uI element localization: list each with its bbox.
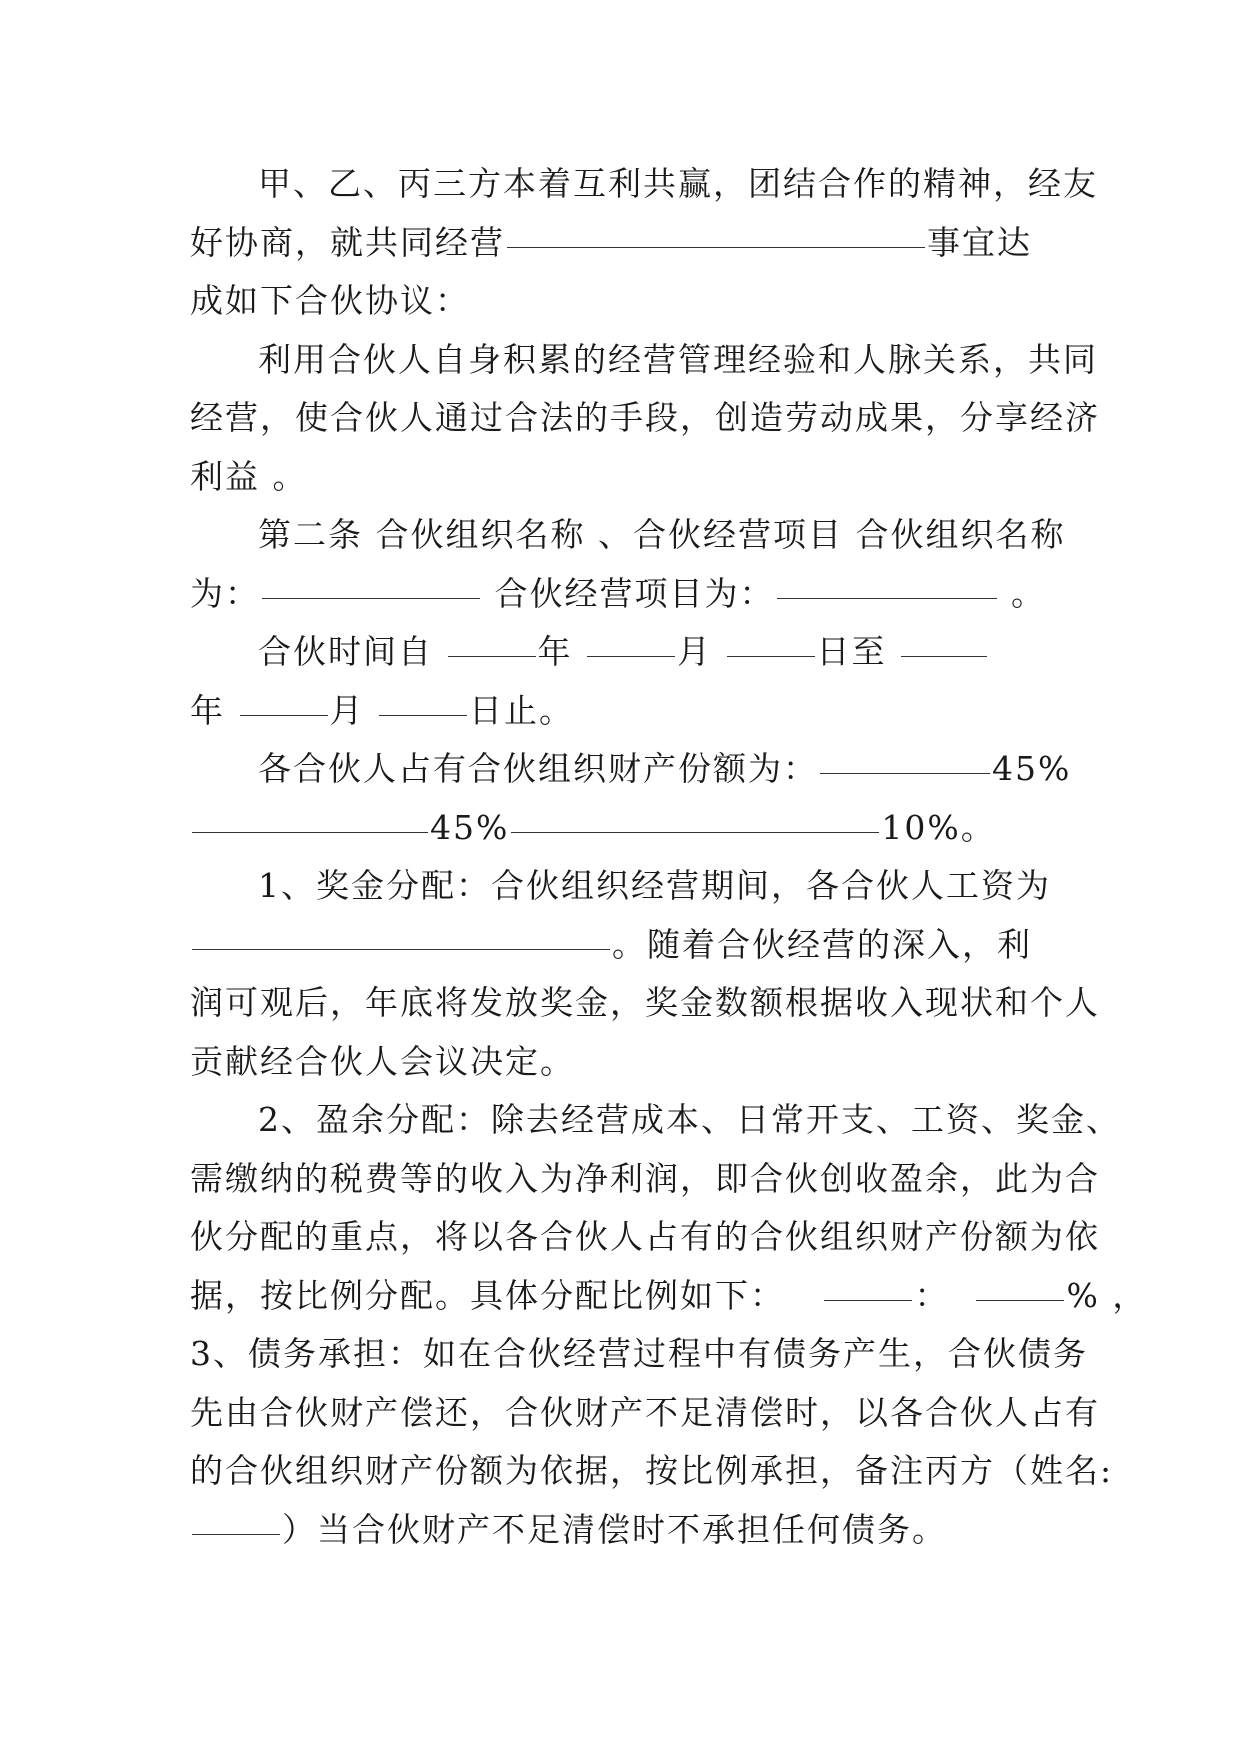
text-segment: 年: [190, 690, 225, 730]
document-page: [190, 155, 1148, 1559]
text-line: 成如下合伙协议：: [190, 281, 470, 320]
text-line: 利益 。: [190, 456, 308, 496]
text-line: 第二条 合伙组织名称 、合伙经营项目 合伙组织名称: [258, 515, 1066, 554]
text-segment: 好协商，就共同经营: [190, 222, 505, 262]
text-line: 润可观后，年底将发放奖金，奖金数额根据收入现状和个人: [190, 983, 1100, 1022]
text-line: 贡献经合伙人会议决定。: [190, 1041, 575, 1081]
text-segment: 为：: [190, 573, 260, 613]
blank-end-month: [240, 714, 328, 716]
blank-start-day: [727, 655, 815, 657]
text-line: [190, 623, 1055, 682]
blank-ratio-left: [824, 1299, 912, 1301]
text-line: 利用合伙人自身积累的经营管理经验和人脉关系，共同: [258, 339, 1098, 379]
blank-start-year: [448, 655, 536, 657]
text-line: 1、奖金分配：合伙组织经营期间，各合伙人工资为: [258, 866, 1051, 905]
text-segment: ）当合伙财产不足清偿时不承担任何债务。: [282, 1509, 947, 1549]
text-segment: 。随着合伙经营的深入，利: [612, 924, 1032, 964]
text-segment: 日至: [816, 632, 887, 671]
text-segment: 各合伙人占有合伙组织财产份额为：: [258, 749, 818, 788]
paragraph-term: [190, 623, 1055, 740]
paragraph-article-two: [190, 506, 1066, 623]
text-line: [190, 565, 1055, 624]
text-segment: 月: [677, 632, 712, 671]
text-segment: 合伙经营项目为：: [494, 573, 775, 613]
blank-business-project: [777, 597, 997, 599]
text-segment: ：: [914, 1275, 950, 1315]
text-line: [190, 1501, 1055, 1560]
text-line: [190, 799, 1055, 858]
text-segment: 据，按比例分配。具体分配比例如下：: [190, 1275, 785, 1315]
blank-partner-c: [511, 831, 879, 833]
blank-ratio-right: [976, 1299, 1064, 1301]
blank-party-c-name: [192, 1533, 280, 1535]
share-value: 10%。: [881, 807, 996, 847]
text-segment: 。: [1011, 573, 1046, 613]
text-line: [190, 214, 1055, 273]
text-segment: 事宜达: [927, 222, 1032, 262]
text-line: [190, 916, 1055, 975]
blank-end-year: [901, 655, 987, 657]
text-line: 先由合伙财产偿还，合伙财产不足清偿时，以各合伙人占有: [190, 1392, 1100, 1432]
text-line: 3、债务承担：如在合伙经营过程中有债务产生，合伙债务: [190, 1334, 1088, 1373]
text-line: [190, 682, 1055, 741]
blank-partner-a: [820, 772, 990, 774]
text-line: 经营，使合伙人通过合法的手段，创造劳动成果，分享经济: [190, 398, 1100, 437]
text-segment: 年: [537, 632, 573, 671]
text-segment: % ，: [1066, 1275, 1148, 1315]
text-line: [190, 1267, 1148, 1326]
text-line: 甲、乙、丙三方本着互利共赢，团结合作的精神，经友: [258, 164, 1098, 203]
text-line: 2、盈余分配：除去经营成本、日常开支、工资、奖金、: [258, 1100, 1121, 1139]
paragraph-bonus: [190, 857, 1100, 1091]
text-segment: 月: [329, 690, 365, 730]
paragraph-shares: [190, 740, 1072, 857]
text-line: [190, 740, 1072, 799]
blank-partner-b: [192, 831, 428, 833]
paragraph-intro: [190, 155, 1098, 331]
blank-end-day: [379, 714, 467, 716]
paragraph-profit: [190, 1091, 1148, 1325]
paragraph-purpose: [190, 331, 1100, 507]
blank-organization-name: [262, 597, 480, 599]
paragraph-debt: [190, 1325, 1114, 1559]
text-line: 伙分配的重点，将以各合伙人占有的合伙组织财产份额为依: [190, 1217, 1100, 1256]
text-segment: 合伙时间自: [258, 632, 433, 671]
text-line: 的合伙组织财产份额为依据，按比例承担，备注丙方（姓名:: [190, 1451, 1114, 1490]
text-line: 需缴纳的税费等的收入为净利润，即合伙创收盈余，此为合: [190, 1158, 1100, 1198]
blank-business-field: [507, 246, 925, 248]
blank-start-month: [587, 655, 675, 657]
share-value: 45%: [992, 749, 1072, 788]
share-value: 45%: [430, 807, 510, 847]
text-segment: 日止。: [469, 690, 574, 730]
blank-salary: [192, 948, 610, 950]
